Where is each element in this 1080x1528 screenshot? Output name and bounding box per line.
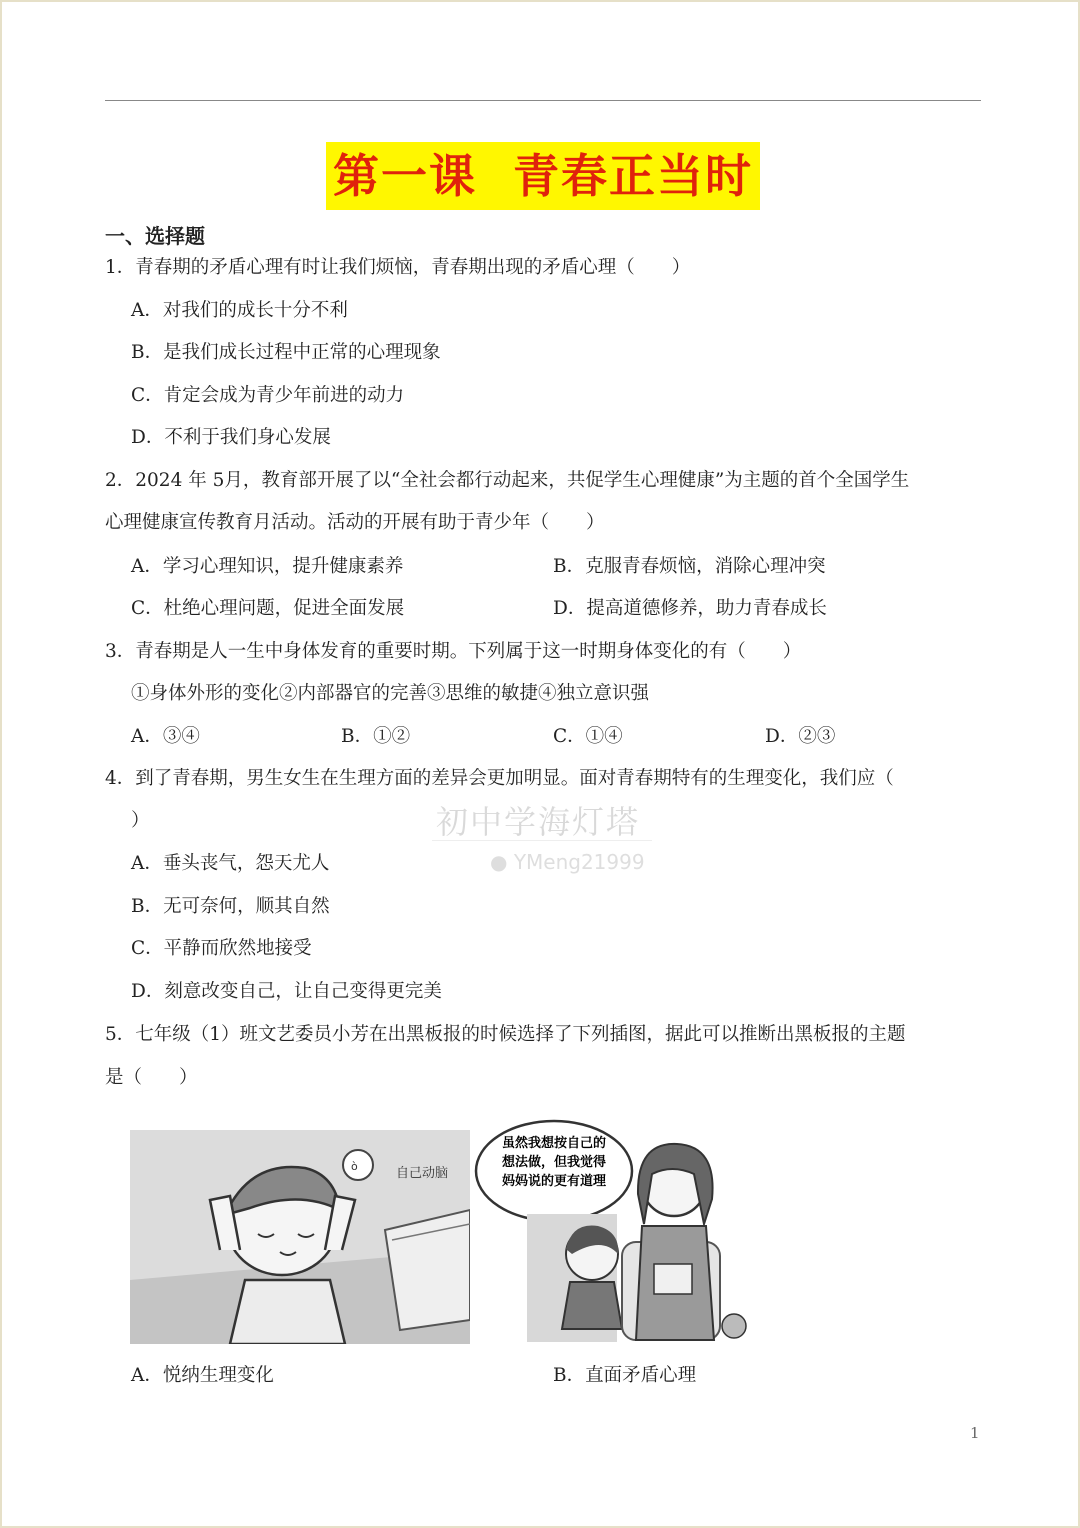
q4-option-c: C．平静而欣然地接受 <box>131 938 312 959</box>
q1-option-a: A．对我们的成长十分不利 <box>131 300 348 321</box>
q5-stem-line2: 是（ ） <box>105 1067 198 1088</box>
q3-option-b: B．①② <box>341 726 411 747</box>
wechat-icon: ● <box>490 850 508 874</box>
q3-option-a: A．③④ <box>131 726 200 747</box>
q5-option-a: A．悦纳生理变化 <box>131 1365 274 1386</box>
watermark-name: 初中学海灯塔 <box>436 803 641 841</box>
q3-option-c: C．①④ <box>553 726 623 747</box>
q4-stem-line2: ） <box>131 810 150 831</box>
svg-text:ò: ò <box>351 1160 358 1173</box>
picture-a-boy-thinking <box>130 1130 470 1344</box>
header-rule <box>105 100 981 101</box>
q5-stem-line1: 5．七年级（1）班文艺委员小芳在出黑板报的时候选择了下列插图，据此可以推断出黑板报的主题 <box>105 1024 906 1045</box>
q1-option-b: B．是我们成长过程中正常的心理现象 <box>131 342 441 363</box>
q3-stem: 3．青春期是人一生中身体发育的重要时期。下列属于这一时期身体变化的有（ ） <box>105 641 802 662</box>
q2-option-c: C．杜绝心理问题，促进全面发展 <box>131 598 405 619</box>
lesson-title: 第一课 青春正当时 <box>326 142 760 210</box>
q3-items: ①身体外形的变化②内部器官的完善③思维的敏捷④独立意识强 <box>131 683 650 704</box>
watermark-divider <box>432 840 652 841</box>
picture-a-caption: 自己动脑 <box>396 1166 449 1181</box>
q4-stem-line1: 4．到了青春期，男生女生在生理方面的差异会更加明显。面对青春期特有的生理变化，我们应（ <box>105 768 894 789</box>
q5-option-b: B．直面矛盾心理 <box>553 1365 697 1386</box>
q2-stem-line2: 心理健康宣传教育月活动。活动的开展有助于青少年（ ） <box>105 512 605 533</box>
q2-stem-line1: 2．2024 年 5月，教育部开展了以“全社会都行动起来，共促学生心理健康”为主题的首个全国学生 <box>105 470 910 491</box>
bubble-line-1: 虽然我想按自己的 <box>501 1136 607 1151</box>
q1-stem: 1．青春期的矛盾心理有时让我们烦恼，青春期出现的矛盾心理（ ） <box>105 257 691 278</box>
watermark-id-text: YMeng21999 <box>513 850 645 874</box>
picture-b-mother-daughter <box>472 1114 762 1346</box>
lightbulb-icon <box>343 1150 373 1180</box>
bubble-line-2: 想法做，但我觉得 <box>501 1155 607 1170</box>
q2-option-a: A．学习心理知识，提升健康素养 <box>131 556 404 577</box>
q4-option-a: A．垂头丧气，怨天尤人 <box>131 853 330 874</box>
q1-option-c: C．肯定会成为青少年前进的动力 <box>131 385 405 406</box>
page-number: 1 <box>970 1424 980 1442</box>
q3-option-d: D．②③ <box>765 726 836 747</box>
q2-option-b: B．克服青春烦恼，消除心理冲突 <box>553 556 826 577</box>
q4-option-b: B．无可奈何，顺其自然 <box>131 896 330 917</box>
watermark-id <box>490 850 645 874</box>
section-heading: 一、选择题 <box>105 224 205 248</box>
q4-option-d: D．刻意改变自己，让自己变得更完美 <box>131 981 442 1002</box>
q1-option-d: D．不利于我们身心发展 <box>131 427 331 448</box>
bubble-line-3: 妈妈说的更有道理 <box>501 1174 607 1189</box>
q2-option-d: D．提高道德修养，助力青春成长 <box>553 598 827 619</box>
